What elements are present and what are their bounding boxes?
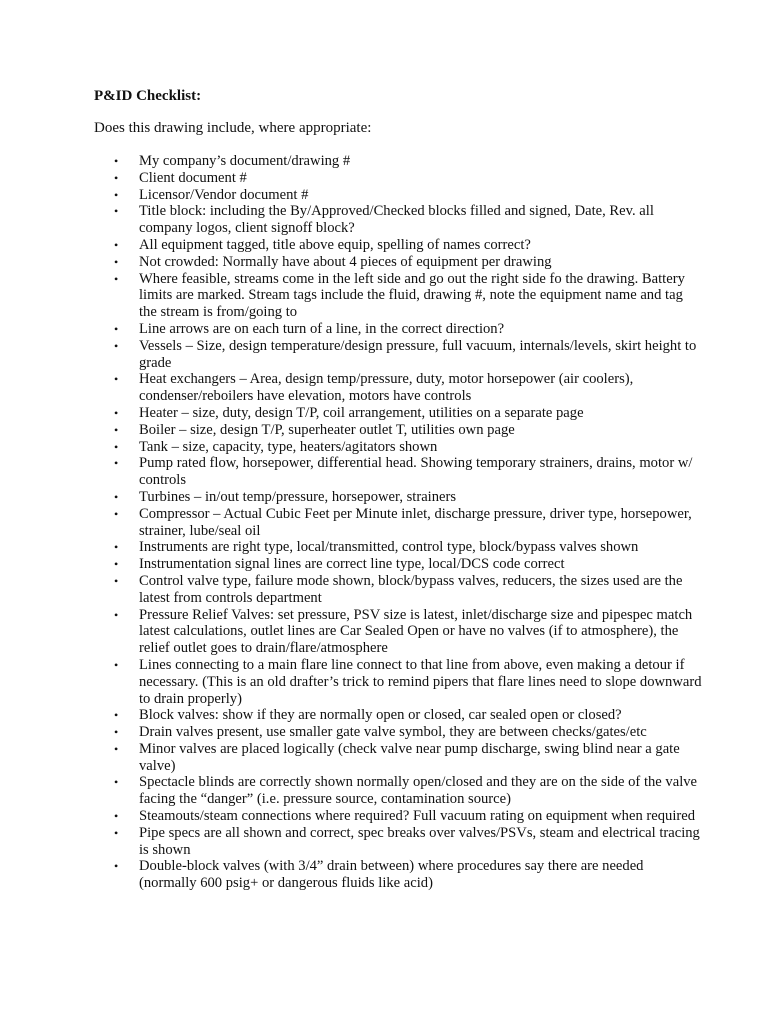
- bullet-icon: •: [114, 237, 119, 252]
- bullet-icon: •: [114, 271, 119, 286]
- bullet-icon: •: [114, 741, 119, 756]
- checklist-item-text: Double-block valves (with 3/4” drain between) where procedures say there are needed (normally 600 psig+ or dangerous fluids like acid): [139, 858, 644, 892]
- document-title: P&ID Checklist:: [94, 88, 202, 104]
- bullet-icon: •: [114, 456, 119, 471]
- checklist-item-text: Pressure Relief Valves: set pressure, PSV size is latest, inlet/discharge size and pipespec match latest calculations, outlet lines are Car Sealed Open or have no valves (if to atmosphere), the relief outlet goes to drain/flare/atmosphere: [139, 606, 693, 657]
- checklist-item-text: Compressor – Actual Cubic Feet per Minute inlet, discharge pressure, driver type, horsepower, strainer, lube/seal oil: [139, 505, 692, 539]
- bullet-icon: •: [114, 809, 119, 824]
- checklist-item-text: Boiler – size, design T/P, superheater outlet T, utilities own page: [139, 421, 515, 438]
- bullet-icon: •: [114, 254, 119, 269]
- checklist-item-text: Not crowded: Normally have about 4 pieces of equipment per drawing: [139, 253, 552, 270]
- checklist-item: [94, 338, 704, 372]
- checklist-item-text: Instrumentation signal lines are correct line type, local/DCS code correct: [139, 556, 565, 573]
- checklist-item: [94, 539, 704, 556]
- checklist-item: [94, 254, 704, 271]
- checklist-item: [94, 724, 704, 741]
- checklist-item-text: Licensor/Vendor document #: [139, 186, 309, 203]
- checklist-item: [94, 556, 704, 573]
- checklist-item: [94, 170, 704, 187]
- checklist-item-text: Drain valves present, use smaller gate valve symbol, they are between checks/gates/etc: [139, 724, 647, 741]
- checklist-item: [94, 707, 704, 724]
- bullet-icon: •: [114, 170, 119, 185]
- checklist-item: [94, 439, 704, 456]
- bullet-icon: •: [114, 489, 119, 504]
- checklist-item-text: Pipe specs are all shown and correct, spec breaks over valves/PSVs, steam and electrical tracing is shown: [139, 824, 700, 858]
- checklist-item-text: Instruments are right type, local/transmitted, control type, block/bypass valves shown: [139, 539, 639, 556]
- checklist-item: [94, 371, 704, 405]
- bullet-icon: •: [114, 859, 119, 874]
- checklist-item-text: My company’s document/drawing #: [139, 153, 351, 169]
- checklist-item: [94, 506, 704, 540]
- checklist-item: [94, 808, 704, 825]
- checklist-item-text: Line arrows are on each turn of a line, in the correct direction?: [139, 320, 505, 337]
- bullet-icon: •: [114, 657, 119, 672]
- checklist-item-text: Spectacle blinds are correctly shown normally open/closed and they are on the side of the valve facing the “danger” (i.e. pressure source, contamination source): [139, 774, 698, 808]
- checklist-item-text: Pump rated flow, horsepower, differential head. Showing temporary strainers, drains, motor w/ controls: [139, 455, 693, 489]
- bullet-icon: •: [114, 321, 119, 336]
- checklist-item: [94, 607, 704, 657]
- bullet-icon: •: [114, 439, 119, 454]
- bullet-icon: •: [114, 708, 119, 723]
- bullet-icon: •: [114, 540, 119, 555]
- bullet-icon: •: [114, 338, 119, 353]
- bullet-icon: •: [114, 154, 119, 168]
- checklist-item: [94, 573, 704, 607]
- checklist-item-text: Client document #: [139, 169, 247, 186]
- bullet-icon: •: [114, 204, 119, 219]
- checklist-item: [94, 741, 704, 775]
- checklist-item: [94, 321, 704, 338]
- checklist-item: [94, 187, 704, 204]
- checklist-item-text: Title block: including the By/Approved/Checked blocks filled and signed, Date, Rev. all company logos, client signoff block?: [139, 203, 654, 237]
- checklist-item-text: Turbines – in/out temp/pressure, horsepower, strainers: [139, 488, 457, 505]
- checklist-item-text: Heater – size, duty, design T/P, coil arrangement, utilities on a separate page: [139, 404, 584, 421]
- checklist-item: [94, 858, 704, 892]
- checklist-item-text: Heat exchangers – Area, design temp/pressure, duty, motor horsepower (air coolers), condenser/reboilers have elevation, motors have controls: [139, 371, 634, 405]
- checklist-item: [94, 774, 704, 808]
- checklist: [94, 153, 704, 892]
- bullet-icon: •: [114, 557, 119, 572]
- bullet-icon: •: [114, 825, 119, 840]
- checklist-item-text: Lines connecting to a main flare line connect to that line from above, even making a detour if necessary. (This is an old drafter’s trick to remind pipers that flare lines need to slope downward to drain properly): [139, 656, 702, 707]
- bullet-icon: •: [114, 607, 119, 622]
- bullet-icon: •: [114, 187, 119, 202]
- checklist-item: [94, 455, 704, 489]
- checklist-item-text: All equipment tagged, title above equip, spelling of names correct?: [139, 236, 531, 253]
- checklist-item: [94, 237, 704, 254]
- bullet-icon: •: [114, 422, 119, 437]
- checklist-item: [94, 405, 704, 422]
- bullet-icon: •: [114, 372, 119, 387]
- checklist-item: [94, 489, 704, 506]
- bullet-icon: •: [114, 775, 119, 790]
- bullet-icon: •: [114, 405, 119, 420]
- checklist-item: [94, 657, 704, 707]
- checklist-item: [94, 153, 704, 170]
- checklist-item-text: Steamouts/steam connections where required? Full vacuum rating on equipment when required: [139, 808, 696, 825]
- checklist-item-text: Vessels – Size, design temperature/design pressure, full vacuum, internals/levels, skirt height to grade: [139, 337, 697, 371]
- checklist-item-text: Block valves: show if they are normally open or closed, car sealed open or closed?: [139, 707, 622, 724]
- checklist-item-text: Tank – size, capacity, type, heaters/agitators shown: [139, 438, 438, 455]
- checklist-item-text: Minor valves are placed logically (check valve near pump discharge, swing blind near a gate valve): [139, 740, 680, 774]
- checklist-item: [94, 203, 704, 237]
- bullet-icon: •: [114, 725, 119, 740]
- bullet-icon: •: [114, 573, 119, 588]
- document-intro: Does this drawing include, where appropriate:: [94, 120, 372, 136]
- checklist-item: [94, 271, 704, 321]
- checklist-item-text: Where feasible, streams come in the left side and go out the right side fo the drawing. Battery limits are marked. Stream tags include the fluid, drawing #, note the equipment name and tag the stream is from/going to: [139, 270, 685, 321]
- bullet-icon: •: [114, 506, 119, 521]
- checklist-item: [94, 422, 704, 439]
- checklist-item: [94, 825, 704, 859]
- checklist-item-text: Control valve type, failure mode shown, block/bypass valves, reducers, the sizes used are the latest from controls department: [139, 572, 683, 606]
